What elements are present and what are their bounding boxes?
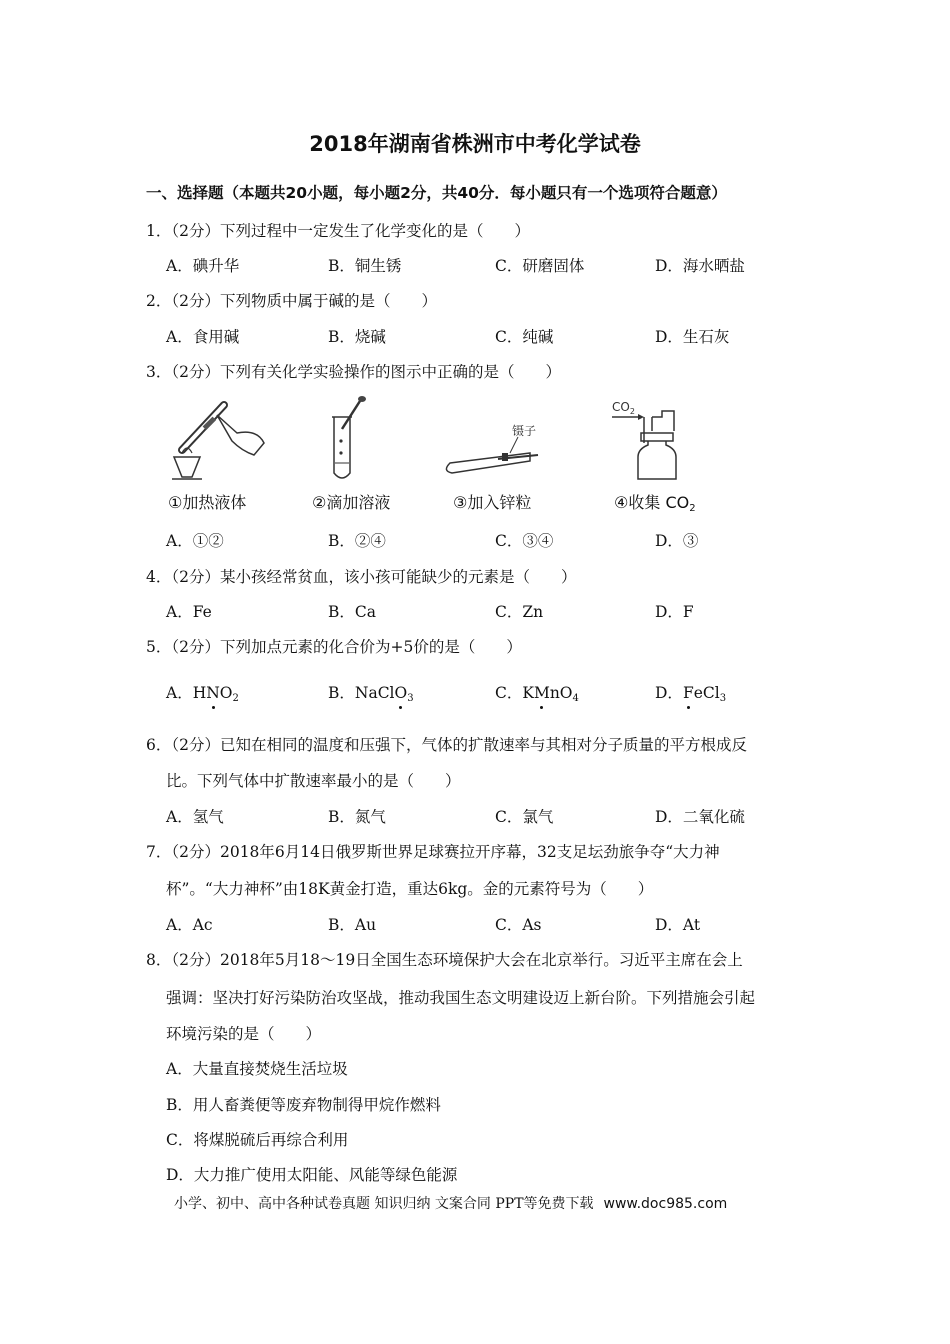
q4-option-a: A．Fe xyxy=(166,603,212,621)
q1-option-b: B．铜生锈 xyxy=(328,257,402,275)
q5-option-c: C．KMnO$_4$ xyxy=(495,684,579,704)
q8-option-d: D．大力推广使用太阳能、风能等绿色能源 xyxy=(166,1166,458,1184)
question-7-stem-line1: 7．（2分）2018年6月14日俄罗斯世界足球赛拉开序幕，32支足坛劲旅争夺“大力神 xyxy=(146,843,720,861)
q3-option-c: C．③④ xyxy=(495,532,554,550)
footer-url[interactable]: www.doc985.com xyxy=(603,1196,728,1212)
tweezers-label: 镊子 xyxy=(512,424,537,438)
q6-option-c: C．氯气 xyxy=(495,808,554,826)
q7-option-d: D．At xyxy=(655,916,701,934)
question-8-stem-line1: 8．（2分）2018年5月18～19日全国生态环境保护大会在北京举行。习近平主席在会上 xyxy=(146,951,743,969)
q2-option-a: A．食用碱 xyxy=(166,328,240,346)
q5-option-a: A．$HNO_2$ xyxy=(166,684,239,704)
section-heading: 一、选择题（本题共20小题，每小题2分，共40分．每小题只有一个选项符合题意） xyxy=(146,184,727,202)
q7-option-a: A．Ac xyxy=(166,916,213,934)
question-8-stem-line2: 强调：坚决打好污染防治攻坚战，推动我国生态文明建设迈上新台阶。下列措施会引起 xyxy=(166,989,756,1007)
q8-option-a: A．大量直接焚烧生活垃圾 xyxy=(166,1060,348,1078)
q6-option-d: D．二氧化硫 xyxy=(655,808,745,826)
figure-4-caption: ④收集 $CO_2$ xyxy=(614,493,696,514)
collecting-co2-figure xyxy=(608,395,708,485)
question-1-stem: 1．（2分）下列过程中一定发生了化学变化的是（ ） xyxy=(146,222,530,240)
q1-option-d: D．海水晒盐 xyxy=(655,257,745,275)
q6-option-b: B．氮气 xyxy=(328,808,386,826)
footer-text: 小学、初中、高中各种试卷真题 知识归纳 文案合同 PPT等免费下载 xyxy=(174,1196,594,1212)
question-3-stem: 3．（2分）下列有关化学实验操作的图示中正确的是（ ） xyxy=(146,363,561,381)
page-title: 2018年湖南省株洲市中考化学试卷 xyxy=(309,132,641,156)
q3-option-a: A．①② xyxy=(166,532,224,550)
q4-option-c: C．Zn xyxy=(495,603,544,621)
adding-zinc-figure xyxy=(440,395,550,485)
q1-option-a: A．碘升华 xyxy=(166,257,240,275)
question-8-stem-line3: 环境污染的是（ ） xyxy=(166,1025,322,1043)
heating-liquid-figure xyxy=(162,395,277,485)
q4-option-d: D．F xyxy=(655,603,694,621)
q2-option-b: B．烧碱 xyxy=(328,328,386,346)
q2-option-c: C．纯碱 xyxy=(495,328,554,346)
q7-option-b: B．Au xyxy=(328,916,377,934)
q8-option-b: B．用人畜粪便等废弃物制得甲烷作燃料 xyxy=(166,1096,441,1114)
q3-option-b: B．②④ xyxy=(328,532,386,550)
co2-label: $CO_2$ xyxy=(612,400,635,416)
question-6-stem-line1: 6．（2分）已知在相同的温度和压强下，气体的扩散速率与其相对分子质量的平方根成反 xyxy=(146,736,747,754)
q5-option-d: D．FeCl$_3$ xyxy=(655,684,727,704)
q4-option-b: B．Ca xyxy=(328,603,376,621)
q2-option-d: D．生石灰 xyxy=(655,328,730,346)
question-2-stem: 2．（2分）下列物质中属于碱的是（ ） xyxy=(146,292,437,310)
question-6-stem-line2: 比。下列气体中扩散速率最小的是（ ） xyxy=(166,772,461,790)
q3-option-d: D．③ xyxy=(655,532,699,550)
figure-1-caption: ①加热液体 xyxy=(168,493,247,512)
question-5-stem: 5．（2分）下列加点元素的化合价为+5价的是（ ） xyxy=(146,638,522,656)
q6-option-a: A．氢气 xyxy=(166,808,224,826)
q7-option-c: C．As xyxy=(495,916,542,934)
q5-option-b: B．NaClO$_3$ xyxy=(328,684,414,704)
q8-option-c: C．将煤脱硫后再综合利用 xyxy=(166,1131,349,1149)
q1-option-c: C．研磨固体 xyxy=(495,257,585,275)
question-7-stem-line2: 杯”。“大力神杯”由18K黄金打造，重达6kg。金的元素符号为（ ） xyxy=(166,880,654,898)
figure-3-caption: ③加入锌粒 xyxy=(453,493,532,512)
figure-2-caption: ②滴加溶液 xyxy=(312,493,391,512)
page-footer xyxy=(174,1193,727,1213)
question-4-stem: 4．（2分）某小孩经常贫血，该小孩可能缺少的元素是（ ） xyxy=(146,568,577,586)
dropping-solution-figure xyxy=(320,395,380,485)
